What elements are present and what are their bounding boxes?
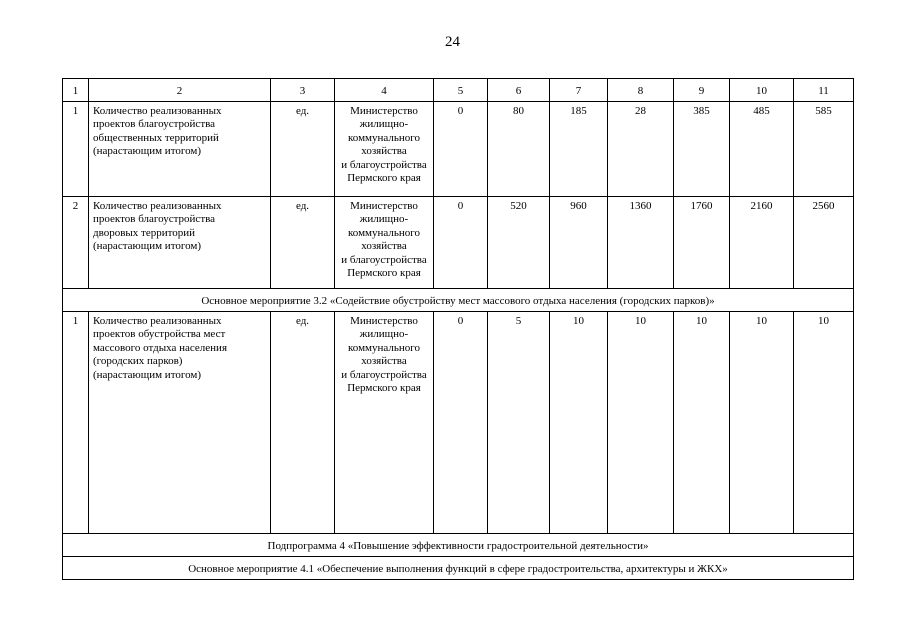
row-number: 2 bbox=[63, 197, 89, 289]
indicator-name: Количество реализованных проектов благоустройства общественных территорий (нарастающим итогом) bbox=[89, 102, 271, 197]
value-cell: 10 bbox=[674, 312, 730, 534]
section-row-3-2 bbox=[63, 289, 854, 312]
value-cell: 185 bbox=[550, 102, 608, 197]
page-number: 24 bbox=[445, 34, 460, 50]
value-cell: 520 bbox=[488, 197, 550, 289]
responsible-org: Министерство жилищно- коммунального хозяйства и благоустройства Пермского края bbox=[335, 197, 434, 289]
table-header-row bbox=[63, 79, 854, 102]
value-cell: 385 bbox=[674, 102, 730, 197]
value-cell: 10 bbox=[794, 312, 854, 534]
column-number-header: 9 bbox=[674, 79, 730, 102]
indicator-name: Количество реализованных проектов обустройства мест массового отдыха населения (городских парков) (нарастающим итогом) bbox=[89, 312, 271, 534]
unit-cell: ед. bbox=[271, 102, 335, 197]
section-row-subprogram-4 bbox=[63, 534, 854, 557]
section-title: Основное мероприятие 3.2 «Содействие обустройству мест массового отдыха населения (городских парков)» bbox=[63, 289, 854, 312]
value-cell: 5 bbox=[488, 312, 550, 534]
unit-cell: ед. bbox=[271, 197, 335, 289]
column-number-header: 7 bbox=[550, 79, 608, 102]
row-number: 1 bbox=[63, 102, 89, 197]
value-cell: 2160 bbox=[730, 197, 794, 289]
section-row-4-1 bbox=[63, 557, 854, 580]
column-number-header: 11 bbox=[794, 79, 854, 102]
value-cell: 0 bbox=[434, 197, 488, 289]
column-number-header: 2 bbox=[89, 79, 271, 102]
value-cell: 2560 bbox=[794, 197, 854, 289]
column-number-header: 8 bbox=[608, 79, 674, 102]
value-cell: 0 bbox=[434, 102, 488, 197]
column-number-header: 1 bbox=[63, 79, 89, 102]
value-cell: 485 bbox=[730, 102, 794, 197]
column-number-header: 6 bbox=[488, 79, 550, 102]
value-cell: 28 bbox=[608, 102, 674, 197]
value-cell: 960 bbox=[550, 197, 608, 289]
column-number-header: 4 bbox=[335, 79, 434, 102]
column-number-header: 5 bbox=[434, 79, 488, 102]
value-cell: 10 bbox=[730, 312, 794, 534]
value-cell: 10 bbox=[608, 312, 674, 534]
value-cell: 585 bbox=[794, 102, 854, 197]
unit-cell: ед. bbox=[271, 312, 335, 534]
column-number-header: 3 bbox=[271, 79, 335, 102]
value-cell: 1360 bbox=[608, 197, 674, 289]
responsible-org: Министерство жилищно- коммунального хозяйства и благоустройства Пермского края bbox=[335, 102, 434, 197]
section-title: Основное мероприятие 4.1 «Обеспечение выполнения функций в сфере градостроительства, архитектуры и ЖКХ» bbox=[63, 557, 854, 580]
row-number: 1 bbox=[63, 312, 89, 534]
column-number-header: 10 bbox=[730, 79, 794, 102]
table-row bbox=[63, 197, 854, 289]
section-title: Подпрограмма 4 «Повышение эффективности градостроительной деятельности» bbox=[63, 534, 854, 557]
value-cell: 0 bbox=[434, 312, 488, 534]
table-row bbox=[63, 312, 854, 534]
value-cell: 80 bbox=[488, 102, 550, 197]
value-cell: 1760 bbox=[674, 197, 730, 289]
indicators-table bbox=[62, 78, 854, 580]
value-cell: 10 bbox=[550, 312, 608, 534]
responsible-org: Министерство жилищно- коммунального хозяйства и благоустройства Пермского края bbox=[335, 312, 434, 534]
indicator-name: Количество реализованных проектов благоустройства дворовых территорий (нарастающим итогом) bbox=[89, 197, 271, 289]
table-row bbox=[63, 102, 854, 197]
